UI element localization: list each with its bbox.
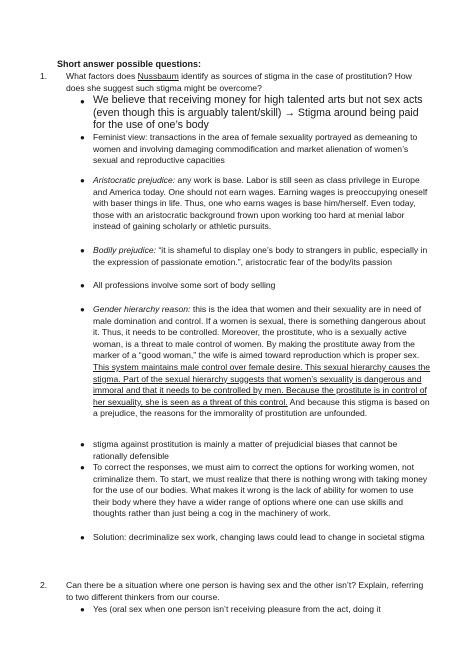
question-1 (40, 71, 430, 94)
bullet-icon: ● (80, 305, 85, 314)
bullet-icon: ● (80, 533, 85, 542)
list-item: ● Feminist view: transactions in the area of female sexuality portrayed as demeaning to women and involving damaging commodification and market alienation of women’s sexual and reproductive capacities (80, 132, 418, 166)
list-item: ● To correct the responses, we must aim to correct the options for working women, not criminalize them. To start, we must realize that there is nothing wrong with taking money for the use of our bodies. What makes it wrong is the lack of ability for women to use their body where they have a wider range of options where one can use skills and thoughts rather than just being a cog in the machinery of work. (80, 462, 428, 519)
question-number: 1. (40, 71, 48, 81)
bullet-icon: ● (80, 605, 85, 614)
bullet-icon: ● (80, 440, 85, 449)
question-2 (40, 580, 430, 603)
bullet-icon: ● (80, 463, 85, 472)
list-item: ● stigma against prostitution is mainly a matter of prejudicial biases that cannot be rationally defensible (80, 439, 398, 461)
list-item: ● Bodily prejudice: “it is shameful to display one’s body to strangers in public, especially in the expression of passionate emotion.”, aristocratic fear of the body/its passion (80, 245, 428, 267)
list-item: ● Aristocratic prejudice: any work is base. Labor is still seen as class privilege in Europe and America today. One should not earn wages. Earning wages is preoccupying oneself with baser things in life. Thus, one who earns wages is base him/herself. Even today, those with an aristocratic background frown upon working too hard at menial labor instead of gaining scholarly or athletic pursuits. (80, 175, 428, 232)
bullet-icon: ● (80, 133, 85, 142)
question-text: What factors does Nussbaum identify as sources of stigma in the case of prostitution? How does she suggest such stigma might be overcome? (66, 71, 412, 93)
author-link[interactable]: Nussbaum (137, 71, 179, 81)
list-item: ● Solution: decriminalize sex work, changing laws could lead to change in societal stigma (80, 532, 425, 542)
page-heading: Short answer possible questions: (57, 59, 202, 69)
list-item: ● Gender hierarchy reason: this is the idea that women and their sexuality are in need of male domination and control. If a women is sexual, there is something dangerous about it. Thus, it needs to be controlled. Moreover, the prostitute, who is a sexually active woman, is a threat to male control of women. By making the prostitute away from the marker of a “good woman,” the wife is aimed toward reproduction which is proper sex. This system maintains male control over female desire. This sexual hierarchy causes the stigma. Part of the sexual hierarchy suggests that women’s sexuality is dangerous and immoral and that it needs to be controlled by men. Because the prostitute is in control of her sexuality, she is seen as a threat of this control. And because this stigma is based on a prejudice, the reasons for the immorality of prostitution are unfounded. (80, 304, 431, 419)
bullet-icon: ● (80, 176, 85, 185)
bullet-icon: ● (80, 97, 85, 106)
list-item: ● Yes (oral sex when one person isn’t receiving pleasure from the act, doing it (80, 604, 381, 614)
list-item: ● All professions involve some sort of body selling (80, 280, 276, 290)
list-item: ● We believe that receiving money for high talented arts but not sex acts (even though this is arguably talent/skill) → Stigma around being paid for the use of one’s body (80, 94, 423, 132)
bullet-icon: ● (80, 246, 85, 255)
bullet-icon: ● (80, 281, 85, 290)
question-text: Can there be a situation where one person is having sex and the other isn’t? Explain, referring to two different thinkers from our course. (66, 580, 424, 602)
question-number: 2. (40, 580, 48, 590)
